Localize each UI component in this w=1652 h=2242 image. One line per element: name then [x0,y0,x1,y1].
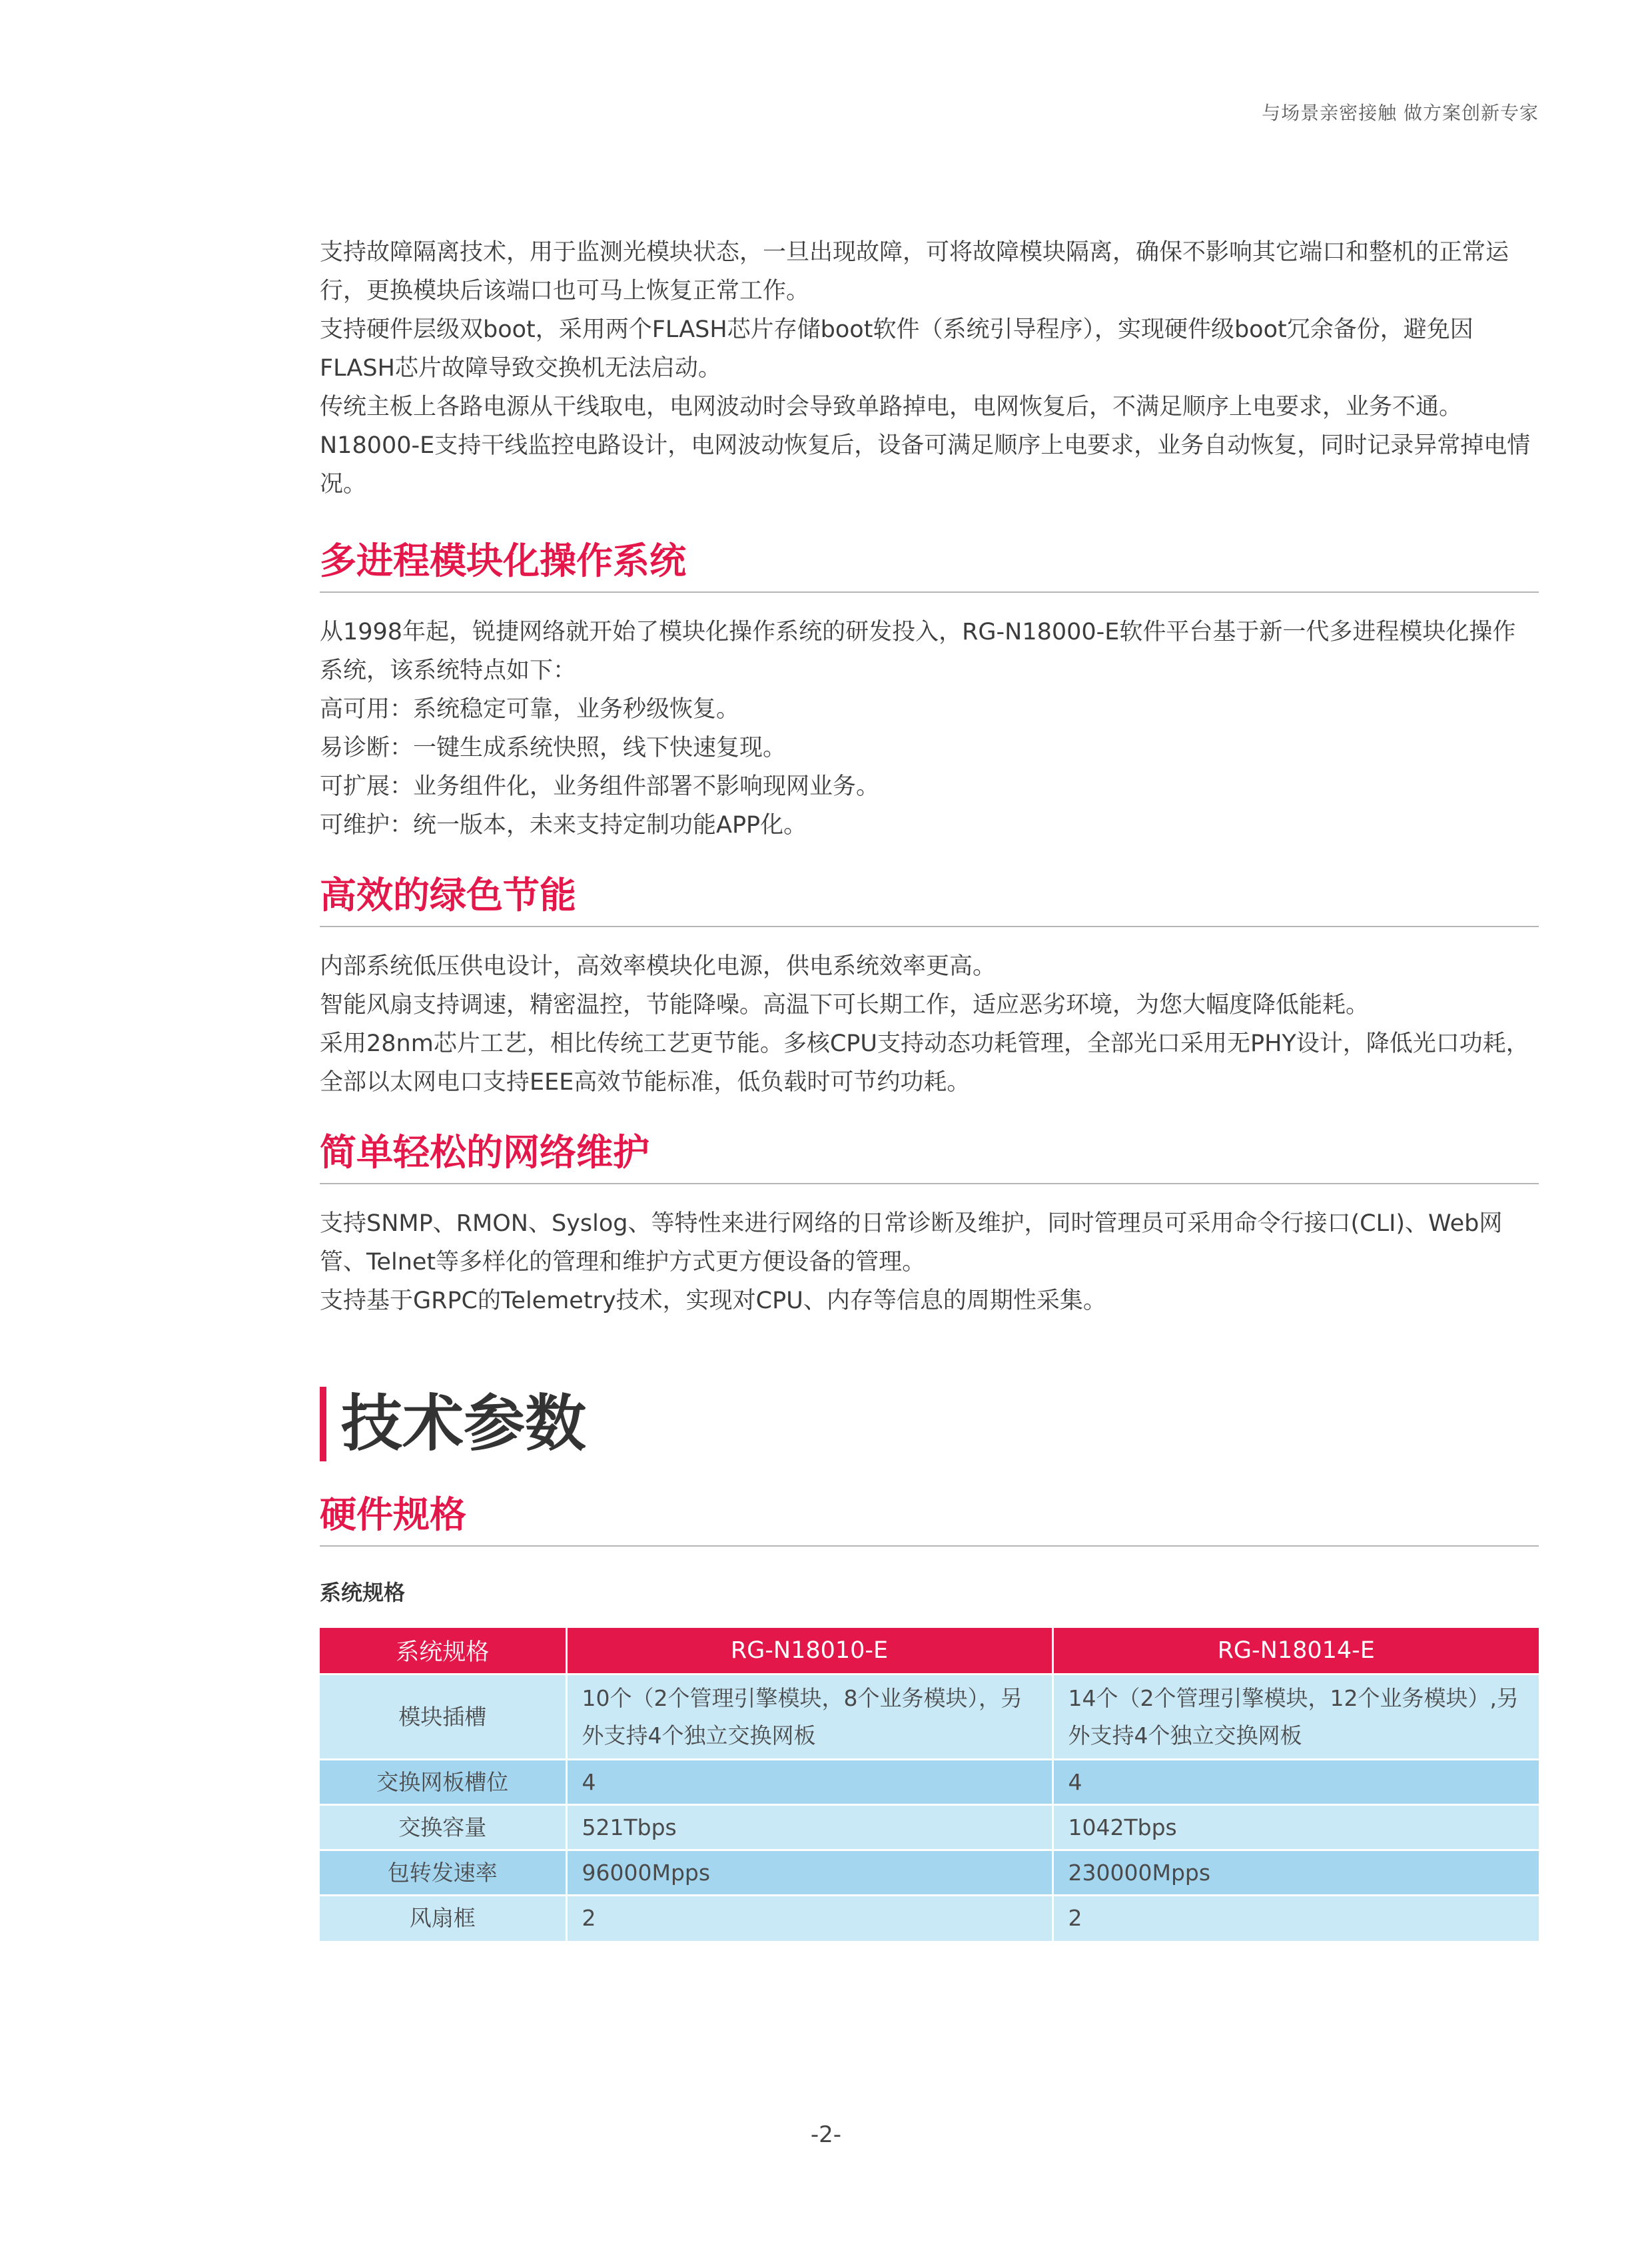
header-slogan: 与场景亲密接触 做方案创新专家 [1262,102,1539,124]
table-row [320,1850,1539,1896]
section-paragraph: 采用28nm芯片工艺，相比传统工艺更节能。多核CPU支持动态功耗管理，全部光口采用无PHY设计，降低光口功耗，全部以太网电口支持EEE高效节能标准，低负载时可节约功耗。 [320,1030,1529,1096]
section-hardware [320,1491,1539,1941]
table-row [320,1760,1539,1805]
section-paragraph: 支持SNMP、RMON、Syslog、等特性来进行网络的日常诊断及维护，同时管理员可采用命令行接口(CLI)、Web网管、Telnet等多样化的管理和维护方式更方便设备的管理。 [320,1210,1503,1276]
section-os [320,537,1539,845]
table-row [320,1896,1539,1941]
intro-paragraph: 支持硬件层级双boot，采用两个FLASH芯片存储boot软件（系统引导程序），实现硬件级boot冗余备份，避免因FLASH芯片故障导致交换机无法启动。 [320,316,1473,382]
table-header-cell: RG-N18014-E [1052,1628,1539,1675]
table-cell: 96000Mpps [566,1850,1052,1896]
table-caption: 系统规格 [320,1580,406,1605]
table-cell: 4 [1052,1760,1539,1805]
table-cell-label: 包转发速率 [320,1850,566,1896]
table-cell: 4 [566,1760,1052,1805]
table-header-cell: RG-N18010-E [566,1628,1052,1675]
page-number: -2- [810,2121,842,2148]
table-row [320,1675,1539,1760]
section-energy [320,871,1539,1102]
table-cell: 230000Mpps [1052,1850,1539,1896]
table-cell: 521Tbps [566,1805,1052,1850]
section-paragraph: 易诊断：一键生成系统快照，线下快速复现。 [320,735,787,761]
section-paragraph: 内部系统低压供电设计，高效率模块化电源，供电系统效率更高。 [320,953,997,980]
intro-paragraph: 支持故障隔离技术，用于监测光模块状态，一旦出现故障，可将故障模块隔离，确保不影响其它端口和整机的正常运行，更换模块后该端口也可马上恢复正常工作。 [320,239,1509,304]
section-paragraph: 支持基于GRPC的Telemetry技术，实现对CPU、内存等信息的周期性采集。 [320,1288,1106,1314]
intro-block [320,233,1539,504]
table-header-cell: 系统规格 [320,1628,566,1675]
section-maintenance [320,1128,1539,1320]
section-paragraph: 从1998年起，锐捷网络就开始了模块化操作系统的研发投入，RG-N18000-E软件平台基于新一代多进程模块化操作系统，该系统特点如下： [320,619,1516,684]
section-paragraph: 可维护：统一版本，未来支持定制功能APP化。 [320,812,807,839]
table-row [320,1805,1539,1850]
section-paragraph: 高可用：系统稳定可靠，业务秒级恢复。 [320,696,740,723]
section-title: 硬件规格 [320,1491,1539,1547]
table-cell-label: 风扇框 [320,1896,566,1941]
chapter-title: 技术参数 [341,1388,587,1459]
table-cell-label: 交换容量 [320,1805,566,1850]
page-content [320,233,1539,1941]
table-cell: 14个（2个管理引擎模块，12个业务模块）,另外支持4个独立交换网板 [1052,1675,1539,1760]
table-cell-label: 模块插槽 [320,1675,566,1760]
section-title: 简单轻松的网络维护 [320,1128,1539,1184]
chapter-accent-bar [320,1387,326,1461]
chapter-heading [320,1384,1539,1464]
section-paragraph: 可扩展：业务组件化，业务组件部署不影响现网业务。 [320,773,880,800]
table-cell: 1042Tbps [1052,1805,1539,1850]
table-cell-label: 交换网板槽位 [320,1760,566,1805]
table-cell: 10个（2个管理引擎模块，8个业务模块），另外支持4个独立交换网板 [566,1675,1052,1760]
section-title: 高效的绿色节能 [320,871,1539,927]
section-title: 多进程模块化操作系统 [320,537,1539,593]
table-header-row [320,1628,1539,1675]
intro-paragraph: 传统主板上各路电源从干线取电，电网波动时会导致单路掉电，电网恢复后，不满足顺序上电要求，业务不通。N18000-E支持干线监控电路设计，电网波动恢复后，设备可满足顺序上电要求，业务自动恢复，同时记录异常掉电情况。 [320,394,1531,498]
section-paragraph: 智能风扇支持调速，精密温控，节能降噪。高温下可长期工作，适应恶劣环境，为您大幅度降低能耗。 [320,992,1370,1018]
spec-table [320,1628,1539,1941]
table-cell: 2 [1052,1896,1539,1941]
table-cell: 2 [566,1896,1052,1941]
